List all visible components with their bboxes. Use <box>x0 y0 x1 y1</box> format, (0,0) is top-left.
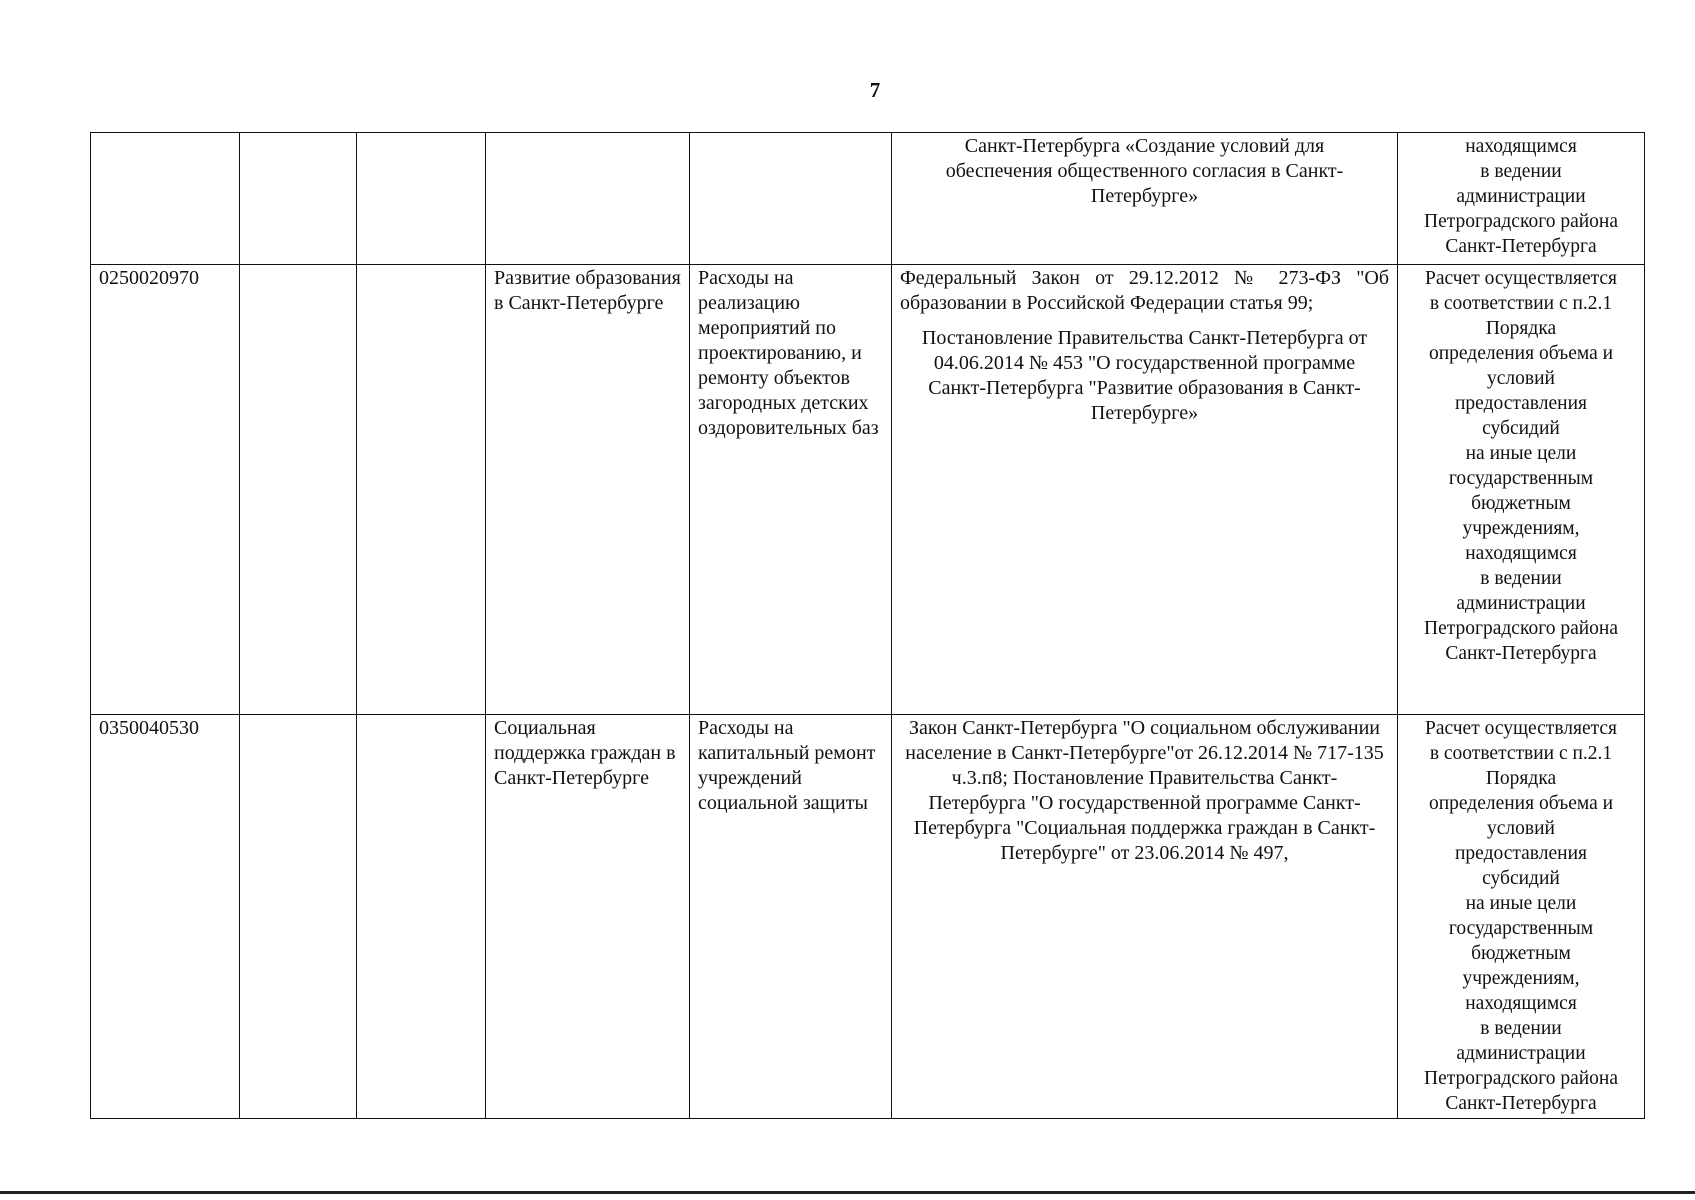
cell-expense: Расходы на реализацию мероприятий по проектированию, и ремонту объектов загородных детских оздоровительных баз <box>690 265 892 715</box>
cell-empty <box>240 265 357 715</box>
method-text: находящимся в ведении администрации Петроградского района Санкт-Петербурга <box>1423 136 1619 257</box>
cell-method <box>1398 715 1645 1119</box>
basis-paragraph: Федеральный Закон от 29.12.2012 № 273-ФЗ "Об образовании в Российской Федерации статья 99; <box>900 267 1389 314</box>
cell-method <box>1398 133 1645 265</box>
cell-method <box>1398 265 1645 715</box>
basis-paragraph: Санкт-Петербурга «Создание условий для обеспечения общественного согласия в Санкт-Петербурге» <box>945 135 1344 207</box>
scan-edge-line <box>0 1191 1695 1194</box>
table-row <box>91 715 1645 1119</box>
cell-program: Социальная поддержка граждан в Санкт-Петербурге <box>486 715 690 1119</box>
cell-code <box>91 133 240 265</box>
cell-program: Развитие образования в Санкт-Петербурге <box>486 265 690 715</box>
cell-empty <box>357 715 486 1119</box>
cell-basis <box>892 133 1398 265</box>
cell-code: 0250020970 <box>91 265 240 715</box>
cell-empty <box>357 265 486 715</box>
cell-expense: Расходы на капитальный ремонт учреждений социальной защиты <box>690 715 892 1119</box>
method-text: Расчет осуществляется в соответствии с п.2.1 Порядка определения объема и условий предоставления субсидий на иные цели государственным бюджетным учреждениям, находящимся в ведении администрации Петроградского района Санкт-Петербурга <box>1423 268 1619 664</box>
table-row-continuation <box>91 133 1645 265</box>
table-row <box>91 265 1645 715</box>
document-table <box>90 132 1645 1119</box>
basis-paragraph: Постановление Правительства Санкт-Петербурга от 04.06.2014 № 453 "О государственной программе Санкт-Петербурга "Развитие образования в Санкт-Петербурге» <box>921 327 1368 424</box>
cell-basis <box>892 715 1398 1119</box>
cell-basis <box>892 265 1398 715</box>
cell-empty <box>240 133 357 265</box>
cell-expense <box>690 133 892 265</box>
cell-code: 0350040530 <box>91 715 240 1119</box>
basis-paragraph: Закон Санкт-Петербурга "О социальном обслуживании население в Санкт-Петербурге"от 26.12.2014 № 717-135 ч.3.п8; Постановление Правительства Санкт-Петербурга "О государственной программе Санкт-Петербурга "Социальная поддержка граждан в Санкт-Петербурге" от 23.06.2014 № 497, <box>905 717 1384 864</box>
method-text: Расчет осуществляется в соответствии с п.2.1 Порядка определения объема и условий предоставления субсидий на иные цели государственным бюджетным учреждениям, находящимся в ведении администрации Петроградского района Санкт-Петербурга <box>1423 718 1619 1114</box>
cell-empty <box>357 133 486 265</box>
cell-program <box>486 133 690 265</box>
cell-empty <box>240 715 357 1119</box>
page-number: 7 <box>869 78 881 102</box>
